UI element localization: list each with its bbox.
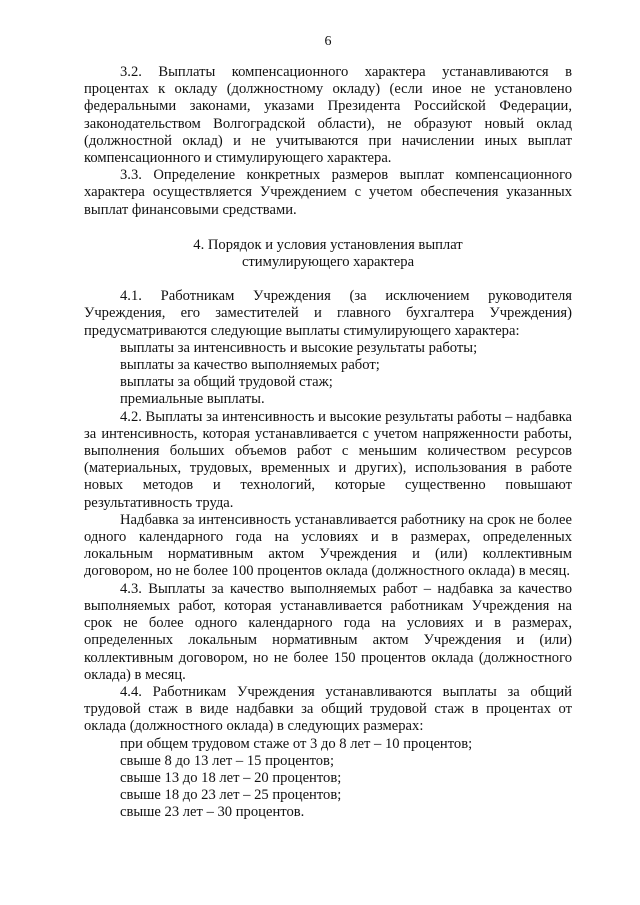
- page-number: 6: [324, 34, 332, 49]
- paragraph-4-2-allowance: Надбавка за интенсивность устанавливается работнику на срок не более одного календарного года на условиях и в размерах, определенных локальным нормативным актом Учреждения и (или) коллективным договором, но не более 100 процентов оклада (должностного оклада) в месяц.: [84, 511, 572, 580]
- section-title-line-2: стимулирующего характера: [241, 254, 415, 271]
- list-item: свыше 18 до 23 лет – 25 процентов;: [120, 787, 342, 804]
- paragraph-4-1: 4.1. Работникам Учреждения (за исключением руководителя Учреждения, его заместителей и главного бухгалтера Учреждения) предусматриваются следующие выплаты стимулирующего характера:: [84, 288, 572, 339]
- paragraph-4-2: 4.2. Выплаты за интенсивность и высокие результаты работы – надбавка за интенсивность, которая устанавливается с учетом напряженности работы, выполнения больших объемов работ с меньшим количеством ресурсов (материальных, трудовых, временных и других), использования в работе новых методов и технологий, которые существенно повышают результативность труда.: [84, 408, 572, 511]
- list-item: выплаты за качество выполняемых работ;: [120, 357, 380, 374]
- list-item: при общем трудовом стаже от 3 до 8 лет – 10 процентов;: [120, 735, 473, 752]
- paragraph-4-3: 4.3. Выплаты за качество выполняемых работ – надбавка за качество выполняемых работ, которая устанавливается работникам Учреждения на срок не более одного календарного года на условиях и в размерах, определенных локальным нормативным актом Учреждения и (или) коллективным договором, но не более 150 процентов оклада (должностного оклада) в месяц.: [84, 580, 572, 683]
- section-title: [84, 237, 572, 271]
- paragraph-3-2: 3.2. Выплаты компенсационного характера устанавливаются в процентах к окладу (должностному окладу) (если иное не установлено федеральными законами, указами Президента Российской Федерации, законодательством Волгоградской области), не образуют новый оклад (должностной оклад) и не учитываются при начислении иных выплат компенсационного и стимулирующего характера.: [84, 64, 572, 167]
- section-title-line-1: 4. Порядок и условия установления выплат: [193, 236, 463, 253]
- list-item: свыше 13 до 18 лет – 20 процентов;: [120, 769, 342, 786]
- list-item: выплаты за интенсивность и высокие результаты работы;: [120, 339, 478, 356]
- paragraph-4-4: 4.4. Работникам Учреждения устанавливаются выплаты за общий трудовой стаж в виде надбавки за общий трудовой стаж в процентах от оклада (должностного оклада) в следующих размерах:: [84, 683, 572, 735]
- list-item: выплаты за общий трудовой стаж;: [120, 374, 333, 391]
- paragraph-3-3: 3.3. Определение конкретных размеров выплат компенсационного характера осуществляется Учреждением с учетом обеспечения указанных выплат финансовыми средствами.: [84, 167, 572, 218]
- list-item: свыше 23 лет – 30 процентов.: [120, 804, 305, 821]
- list-item: свыше 8 до 13 лет – 15 процентов;: [120, 752, 334, 769]
- list-item: премиальные выплаты.: [120, 391, 265, 408]
